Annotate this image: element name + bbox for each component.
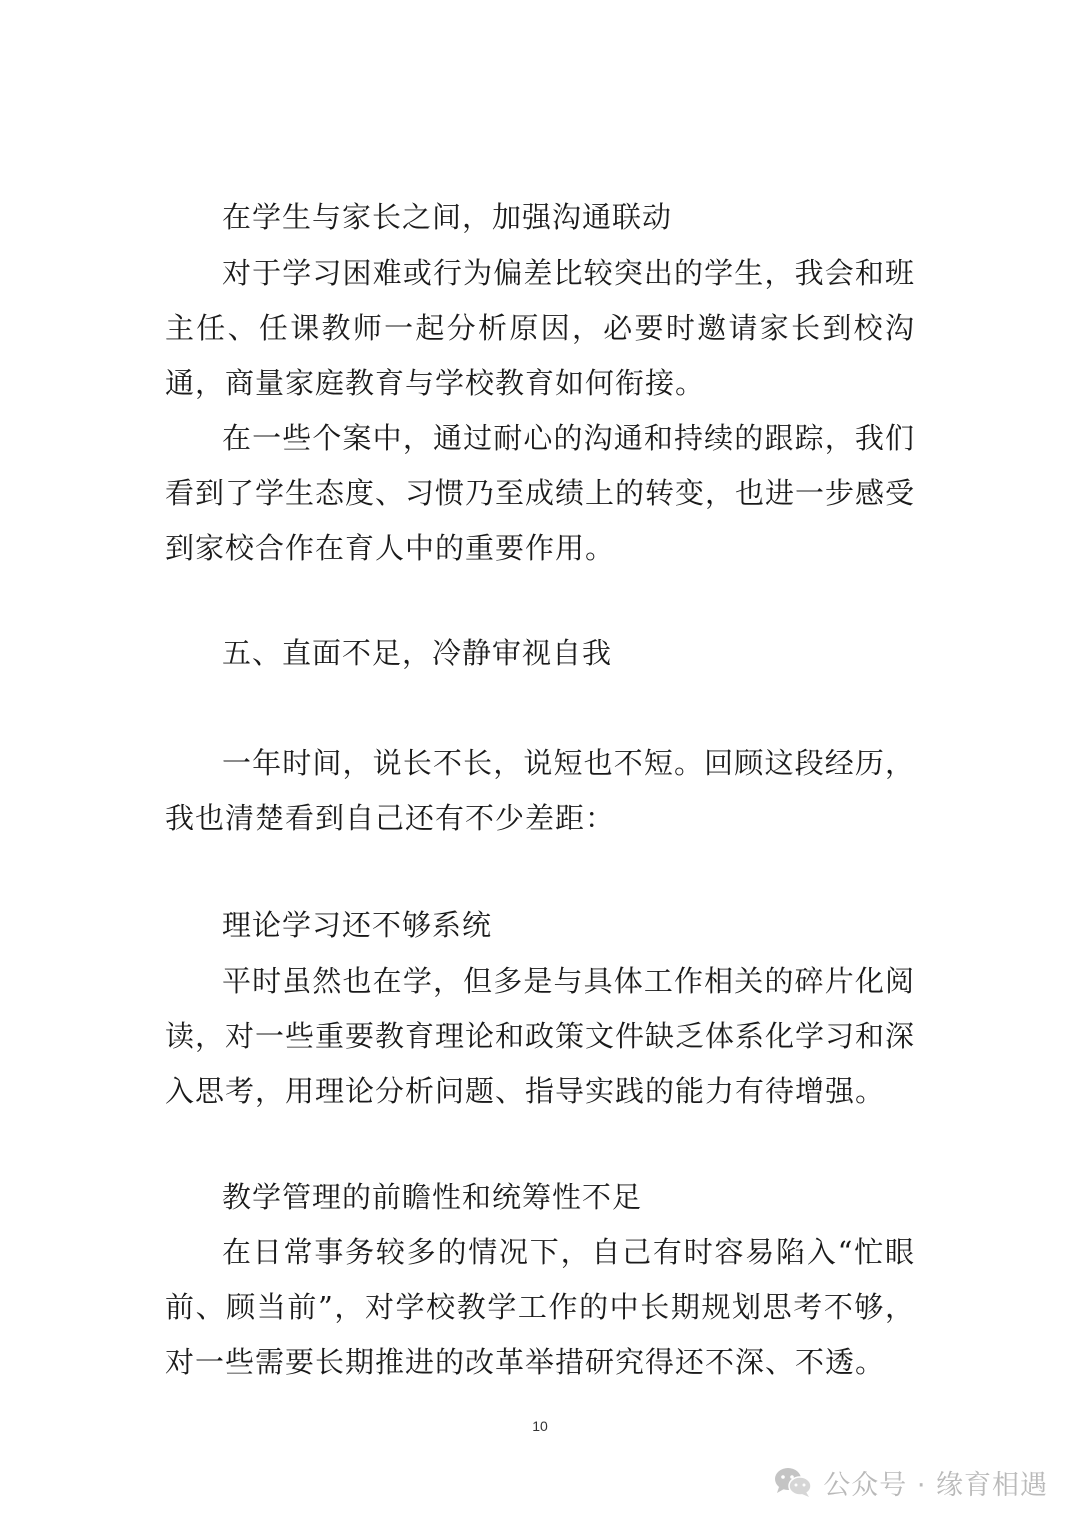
subheading-theory-study: 理论学习还不够系统 (222, 908, 493, 942)
subheading-parent-communication: 在学生与家长之间，加强沟通联动 (222, 200, 673, 234)
wechat-icon (773, 1465, 813, 1499)
paragraph-theory-study: 平时虽然也在学，但多是与具体工作相关的碎片化阅读，对一些重要教育理论和政策文件缺乏体系化学习和深入思考，用理论分析问题、指导实践的能力有待增强。 (165, 964, 916, 1108)
wechat-watermark (773, 1460, 1048, 1504)
paragraph-case-results: 在一些个案中，通过耐心的沟通和持续的跟踪，我们看到了学生态度、习惯乃至成绩上的转变，也进一步感受到家校合作在育人中的重要作用。 (165, 421, 916, 565)
page-number: 10 (532, 1418, 548, 1434)
paragraph-student-difficulties: 对于学习困难或行为偏差比较突出的学生，我会和班主任、任课教师一起分析原因，必要时邀请家长到校沟通，商量家庭教育与学校教育如何衔接。 (165, 256, 915, 400)
paragraph-reflection-intro: 一年时间，说长不长，说短也不短。回顾这段经历，我也清楚看到自己还有不少差距： (165, 746, 915, 835)
paragraph-management-planning: 在日常事务较多的情况下，自己有时容易陷入“忙眼前、顾当前”，对学校教学工作的中长期规划思考不够，对一些需要长期推进的改革举措研究得还不深、不透。 (165, 1235, 915, 1379)
watermark-text: 公众号 · 缘育相遇 (823, 1469, 1048, 1501)
subheading-management-planning: 教学管理的前瞻性和统筹性不足 (222, 1180, 643, 1214)
section-heading-shortcomings: 五、直面不足，冷静审视自我 (222, 636, 613, 670)
